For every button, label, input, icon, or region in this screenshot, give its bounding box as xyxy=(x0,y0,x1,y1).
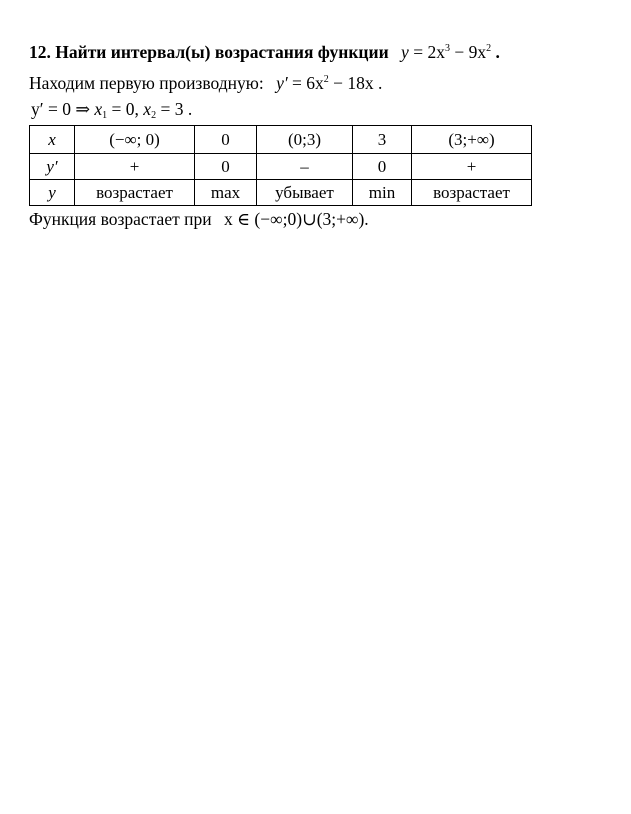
roots-equation: y′ = 0 xyxy=(31,99,71,119)
sign-table xyxy=(29,125,532,206)
table-cell: 0 xyxy=(195,154,257,180)
table-cell: y′ xyxy=(30,154,75,180)
table-cell: + xyxy=(412,154,532,180)
table-cell: 0 xyxy=(353,154,412,180)
implies-symbol: ⇒ xyxy=(75,99,95,119)
derivative-text: Находим первую производную: xyxy=(29,73,264,93)
conclusion-line xyxy=(29,208,369,230)
table-cell: x xyxy=(30,126,75,154)
table-cell: (0;3) xyxy=(257,126,353,154)
derivative-formula: $y' = 6x^2 - 18x$ . xyxy=(276,73,383,93)
table-cell: max xyxy=(195,180,257,206)
table-cell: возрастает xyxy=(412,180,532,206)
table-row xyxy=(30,126,532,154)
table-cell: 0 xyxy=(195,126,257,154)
function-formula: $y = 2x^3 - 9x^2$ xyxy=(401,42,492,62)
roots-line: y′ = 0 ⇒ $x_1 = 0$, $x_2 = 3$ . xyxy=(31,99,193,121)
table-cell: y xyxy=(30,180,75,206)
table-cell: – xyxy=(257,154,353,180)
table-cell: убывает xyxy=(257,180,353,206)
answer-formula: x ∈ (−∞;0)∪(3;+∞). xyxy=(223,209,369,229)
table-cell: + xyxy=(75,154,195,180)
problem-title: 12. Найти интервал(ы) возрастания функции $y = 2x^3 - 9x^2$ . xyxy=(29,42,500,62)
conclusion-text: Функция возрастает при xyxy=(29,209,212,229)
table-cell: (3;+∞) xyxy=(412,126,532,154)
table-row xyxy=(30,154,532,180)
problem-title-text: 12. Найти интервал(ы) возрастания функции xyxy=(29,42,389,62)
derivative-line xyxy=(29,72,382,94)
table-cell: min xyxy=(353,180,412,206)
table-cell: возрастает xyxy=(75,180,195,206)
table-row xyxy=(30,180,532,206)
table-cell: (−∞; 0) xyxy=(75,126,195,154)
table-cell: 3 xyxy=(353,126,412,154)
